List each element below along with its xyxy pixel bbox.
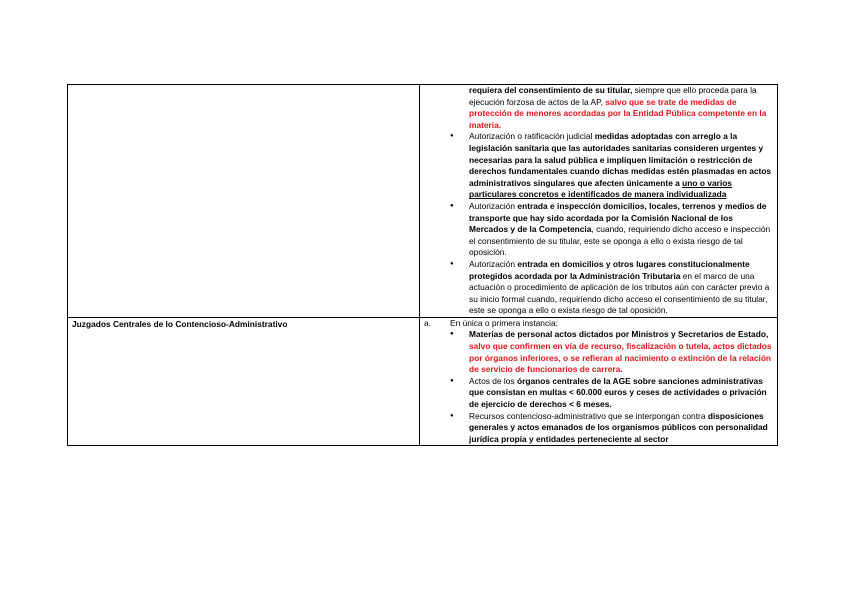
table-row	[68, 85, 778, 318]
continued-text: requiera del consentimiento de su titular, siempre que ello proceda para la ejecución forzosa de actos de la AP, salvo que se trate de medidas de protección de menores acordadas por la Entidad Pública competente en la materia.	[469, 85, 767, 130]
list-item: ● Autorización o ratificación judicial medidas adoptadas con arreglo a la legislación sanitaria que las autoridades sanitarias consideren urgentes y necesarias para la salud pública e impliquen limitación o restricción de derechos fundamentales cuando dichas medidas estén plasmadas en actos administrativos singulares que afecten únicamente a uno o varios particulares concretos e identificados de manera individualizada	[469, 131, 773, 201]
court-name-cell	[68, 85, 420, 318]
list-item: ● Actos de los órganos centrales de la AGE sobre sanciones administrativas que consistan en multas < 60.000 euros y ceses de actividades o privación de ejercicio de derechos < 6 meses.	[469, 376, 773, 411]
list-item: ● Recursos contencioso-administrativo que se interpongan contra disposiciones generales y actos emanados de los organismos públicos con personalidad jurídica propia y entidades perteneciente al sector	[469, 411, 773, 446]
list-item: ● Autorización entrada en domicilios y otros lugares constitucionalmente protegidos acordada por la Administración Tributaria en el marco de una actuación o procedimiento de aplicación de los tributos aún con carácter previo a su inicio formal cuando, requiriendo dicho acceso el consentimiento de su titular, este se oponga a ello o exista riesgo de tal oposición.	[469, 259, 773, 317]
instance-label: En única o primera instancia:	[450, 317, 558, 328]
competence-cell	[420, 85, 778, 318]
competence-list	[424, 131, 773, 317]
list-marker: a.	[424, 317, 431, 328]
list-item: ● Autorización entrada e inspección domicilios, locales, terrenos y medios de transporte que hay sido acordada por la Comisión Nacional de los Mercados y de la Competencia, cuando, requiriendo dicho acceso e inspección el consentimiento de su titular, este se oponga a ello o exista riesgo de tal oposición.	[469, 201, 773, 259]
court-name-cell: Juzgados Centrales de lo Contencioso-Administrativo	[68, 317, 420, 446]
instance-heading	[424, 318, 773, 330]
competence-table	[67, 84, 778, 446]
competence-cell	[420, 317, 778, 446]
table-row	[68, 317, 778, 446]
list-item: ● Materias de personal actos dictados por Ministros y Secretarios de Estado, salvo que confirmen en vía de recurso, fiscalización o tutela, actos dictados por órganos inferiores, o se refieran al nacimiento o extinción de la relación de servicio de funcionarios de carrera.	[469, 329, 773, 375]
competence-list	[424, 329, 773, 445]
